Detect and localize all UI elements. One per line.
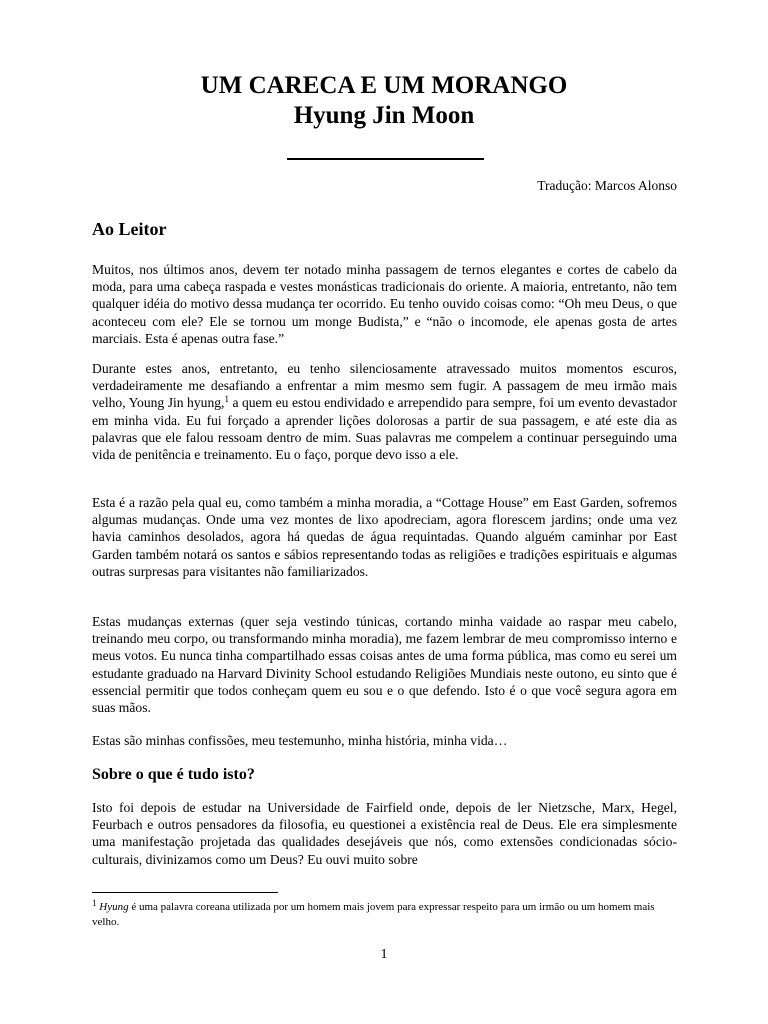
paragraph: Isto foi depois de estudar na Universidade de Fairfield onde, depois de ler Nietzsche, Marx, Hegel, Feurbach e outros pensadores da filosofia, eu questionei a existência real de Deus. Ele era simplesmente uma manifestação projetada das qualidades desejáveis que nós, como extensões condicionadas sócio-culturais, divinizamos como um Deus? Eu ouvi muito sobre	[92, 800, 677, 867]
paragraph	[92, 360, 677, 463]
page-number: 1	[380, 947, 388, 962]
footnote	[92, 900, 677, 930]
footnote-term: Hyung	[99, 901, 129, 913]
title-divider	[287, 158, 484, 160]
paragraph: Estas mudanças externas (quer seja vestindo túnicas, cortando minha vaidade ao raspar meu cabelo, treinando meu corpo, ou transformando minha moradia), me fazem lembrar de meu compromisso interno e meus votos. Eu nunca tinha compartilhado essas coisas antes de uma forma pública, mas como eu serei um estudante graduado na Harvard Divinity School estudando Religiões Mundiais neste outono, eu sinto que é essencial permitir que todos conheçam quem eu sou e o que defendo. Isto é o que você segura agora em suas mãos.	[92, 614, 677, 716]
footnote-reference: 1	[224, 394, 229, 405]
title-line: UM CARECA E UM MORANGO	[200, 72, 568, 99]
footnote-text: é uma palavra coreana utilizada por um homem mais jovem para expressar respeito para um irmão ou um homem mais velho.	[92, 901, 655, 928]
paragraph-text: a quem eu estou endividado e arrependido para sempre, foi um evento devastador em minha vida. Eu fui forçado a aprender lições dolorosas a partir de sua passagem, e até este dia as palavras que ele falou ressoam dentro de mim. Suas palavras me compelem a continuar perseguindo uma vida de penitência e treinamento. Eu o faço, porque devo isso a ele.	[92, 395, 678, 463]
paragraph: Esta é a razão pela qual eu, como também a minha moradia, a “Cottage House” em East Garden, sofremos algumas mudanças. Onde uma vez montes de lixo apodreciam, agora florescem jardins; onde uma vez havia caminhos desolados, agora há quedas de água requintadas. Quando alguém caminhar por East Garden também notará os santos e sábios representando todas as religiões e tradições espirituais e algumas outras surpresas para visitantes não familiarizados.	[92, 495, 677, 579]
translator-credit: Tradução: Marcos Alonso	[537, 178, 677, 193]
section-heading: Ao Leitor	[92, 219, 167, 239]
footnote-divider	[92, 892, 278, 893]
paragraph: Estas são minhas confissões, meu testemunho, minha história, minha vida…	[92, 733, 508, 748]
paragraph: Muitos, nos últimos anos, devem ter notado minha passagem de ternos elegantes e cortes de cabelo da moda, para uma cabeça raspada e vestes monásticas tradicionais do oriente. A maioria, entretanto, não tem qualquer idéia do motivo dessa mudança ter ocorrido. Eu tenho ouvido coisas como: “Oh meu Deus, o que aconteceu com ele? Ele se tornou um monge Budista,” e “não o incomode, ele apenas gosta de artes marciais. Esta é apenas outra fase.”	[92, 262, 677, 346]
footnote-mark: 1	[92, 898, 97, 908]
section-heading: Sobre o que é tudo isto?	[92, 766, 255, 783]
paragraph-text: Durante estes anos, entretanto, eu tenho silenciosamente atravessado muitos momentos escuros, verdadeiramente me desafiando a enfrentar a mim mesmo sem fugir. A passagem de meu irmão mais velho, Young Jin hyung,	[92, 361, 677, 411]
author-name: Hyung Jin Moon	[293, 102, 475, 129]
